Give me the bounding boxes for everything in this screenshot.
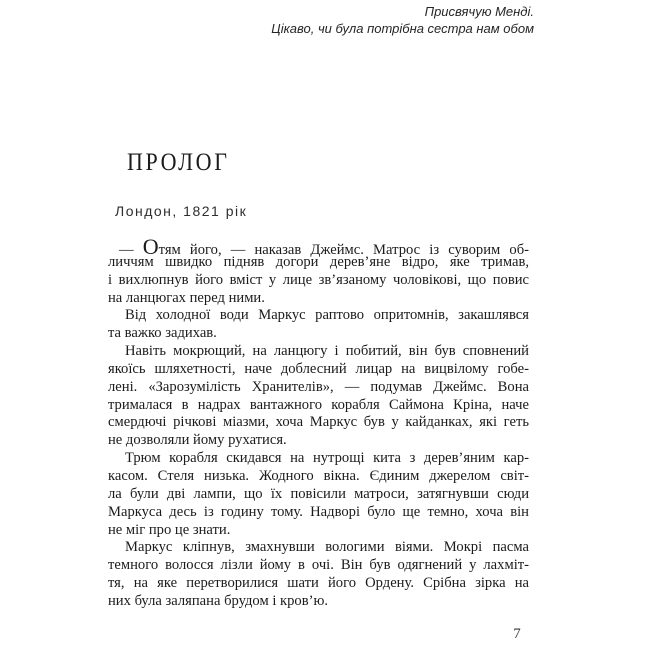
text-line: якоїсь шляхетності, наче доблесний лицар на вицвілому гобе- (108, 360, 529, 377)
chapter-setting: Лондон, 1821 рік (115, 203, 248, 219)
text-line: Маркуса десь із годину тому. Надворі було ще темно, хоча він (108, 503, 529, 520)
text-line (108, 234, 529, 259)
dedication-line-1: Присвячую Менді. (424, 4, 534, 19)
text-run: тям його, — наказав Джеймс. Матрос із суворим об- (158, 242, 529, 258)
text-line: і вихлюпнув його вміст у лице зв’язаному чоловікові, що повис (108, 271, 529, 288)
text-line: тя, на яке перетворилися шати його Ордену. Срібна зірка на (108, 575, 529, 592)
text-line: не міг про це знати. (108, 521, 231, 538)
text-line: не дозволяли йому рухатися. (108, 432, 287, 449)
text-line: ла були дві лампи, що їх повісили матроси, затягнувши сюди (108, 485, 529, 502)
page-number: 7 (513, 626, 521, 642)
text-line: личчям швидко підняв догори дерев’яне відро, яке тримав, (108, 253, 529, 270)
text-line: них була заляпана брудом і кров’ю. (108, 592, 329, 609)
text-line: касом. Стеля низька. Жодного вікна. Єдиним джерелом світ- (108, 467, 529, 484)
body-text (108, 236, 529, 611)
text-line: Навіть мокрющий, на ланцюгу і побитий, він був сповнений (125, 343, 529, 360)
text-line: Від холодної води Маркус раптово опритомнів, закашлявся (125, 307, 529, 324)
text-line: лені. «Зарозумілість Хранителів», — подумав Джеймс. Вона (108, 378, 529, 395)
chapter-initial: О (142, 234, 159, 259)
text-line: на ланцюгах перед ними. (108, 289, 265, 306)
dedication (271, 4, 534, 37)
text-line: темного волосся лізли йому в очі. Він був одягнений у лахміт- (108, 557, 529, 574)
text-line: смердючі річкові міазми, хоча Маркус був у кайданках, які геть (108, 414, 529, 431)
text-line: та важко задихав. (108, 325, 217, 342)
chapter-title: ПРОЛОГ (127, 149, 230, 176)
dedication-line-2: Цікаво, чи була потрібна сестра нам обом (271, 20, 534, 36)
text-line: трималася в надрах вантажного корабля Саймона Кріна, наче (108, 396, 529, 413)
text-line: Трюм корабля скидався на нутрощі кита з дерев’яним кар- (125, 450, 529, 467)
text-line: Маркус кліпнув, змахнувши вологими віями. Мокрі пасма (125, 539, 529, 556)
dialogue-dash: — (119, 242, 143, 258)
